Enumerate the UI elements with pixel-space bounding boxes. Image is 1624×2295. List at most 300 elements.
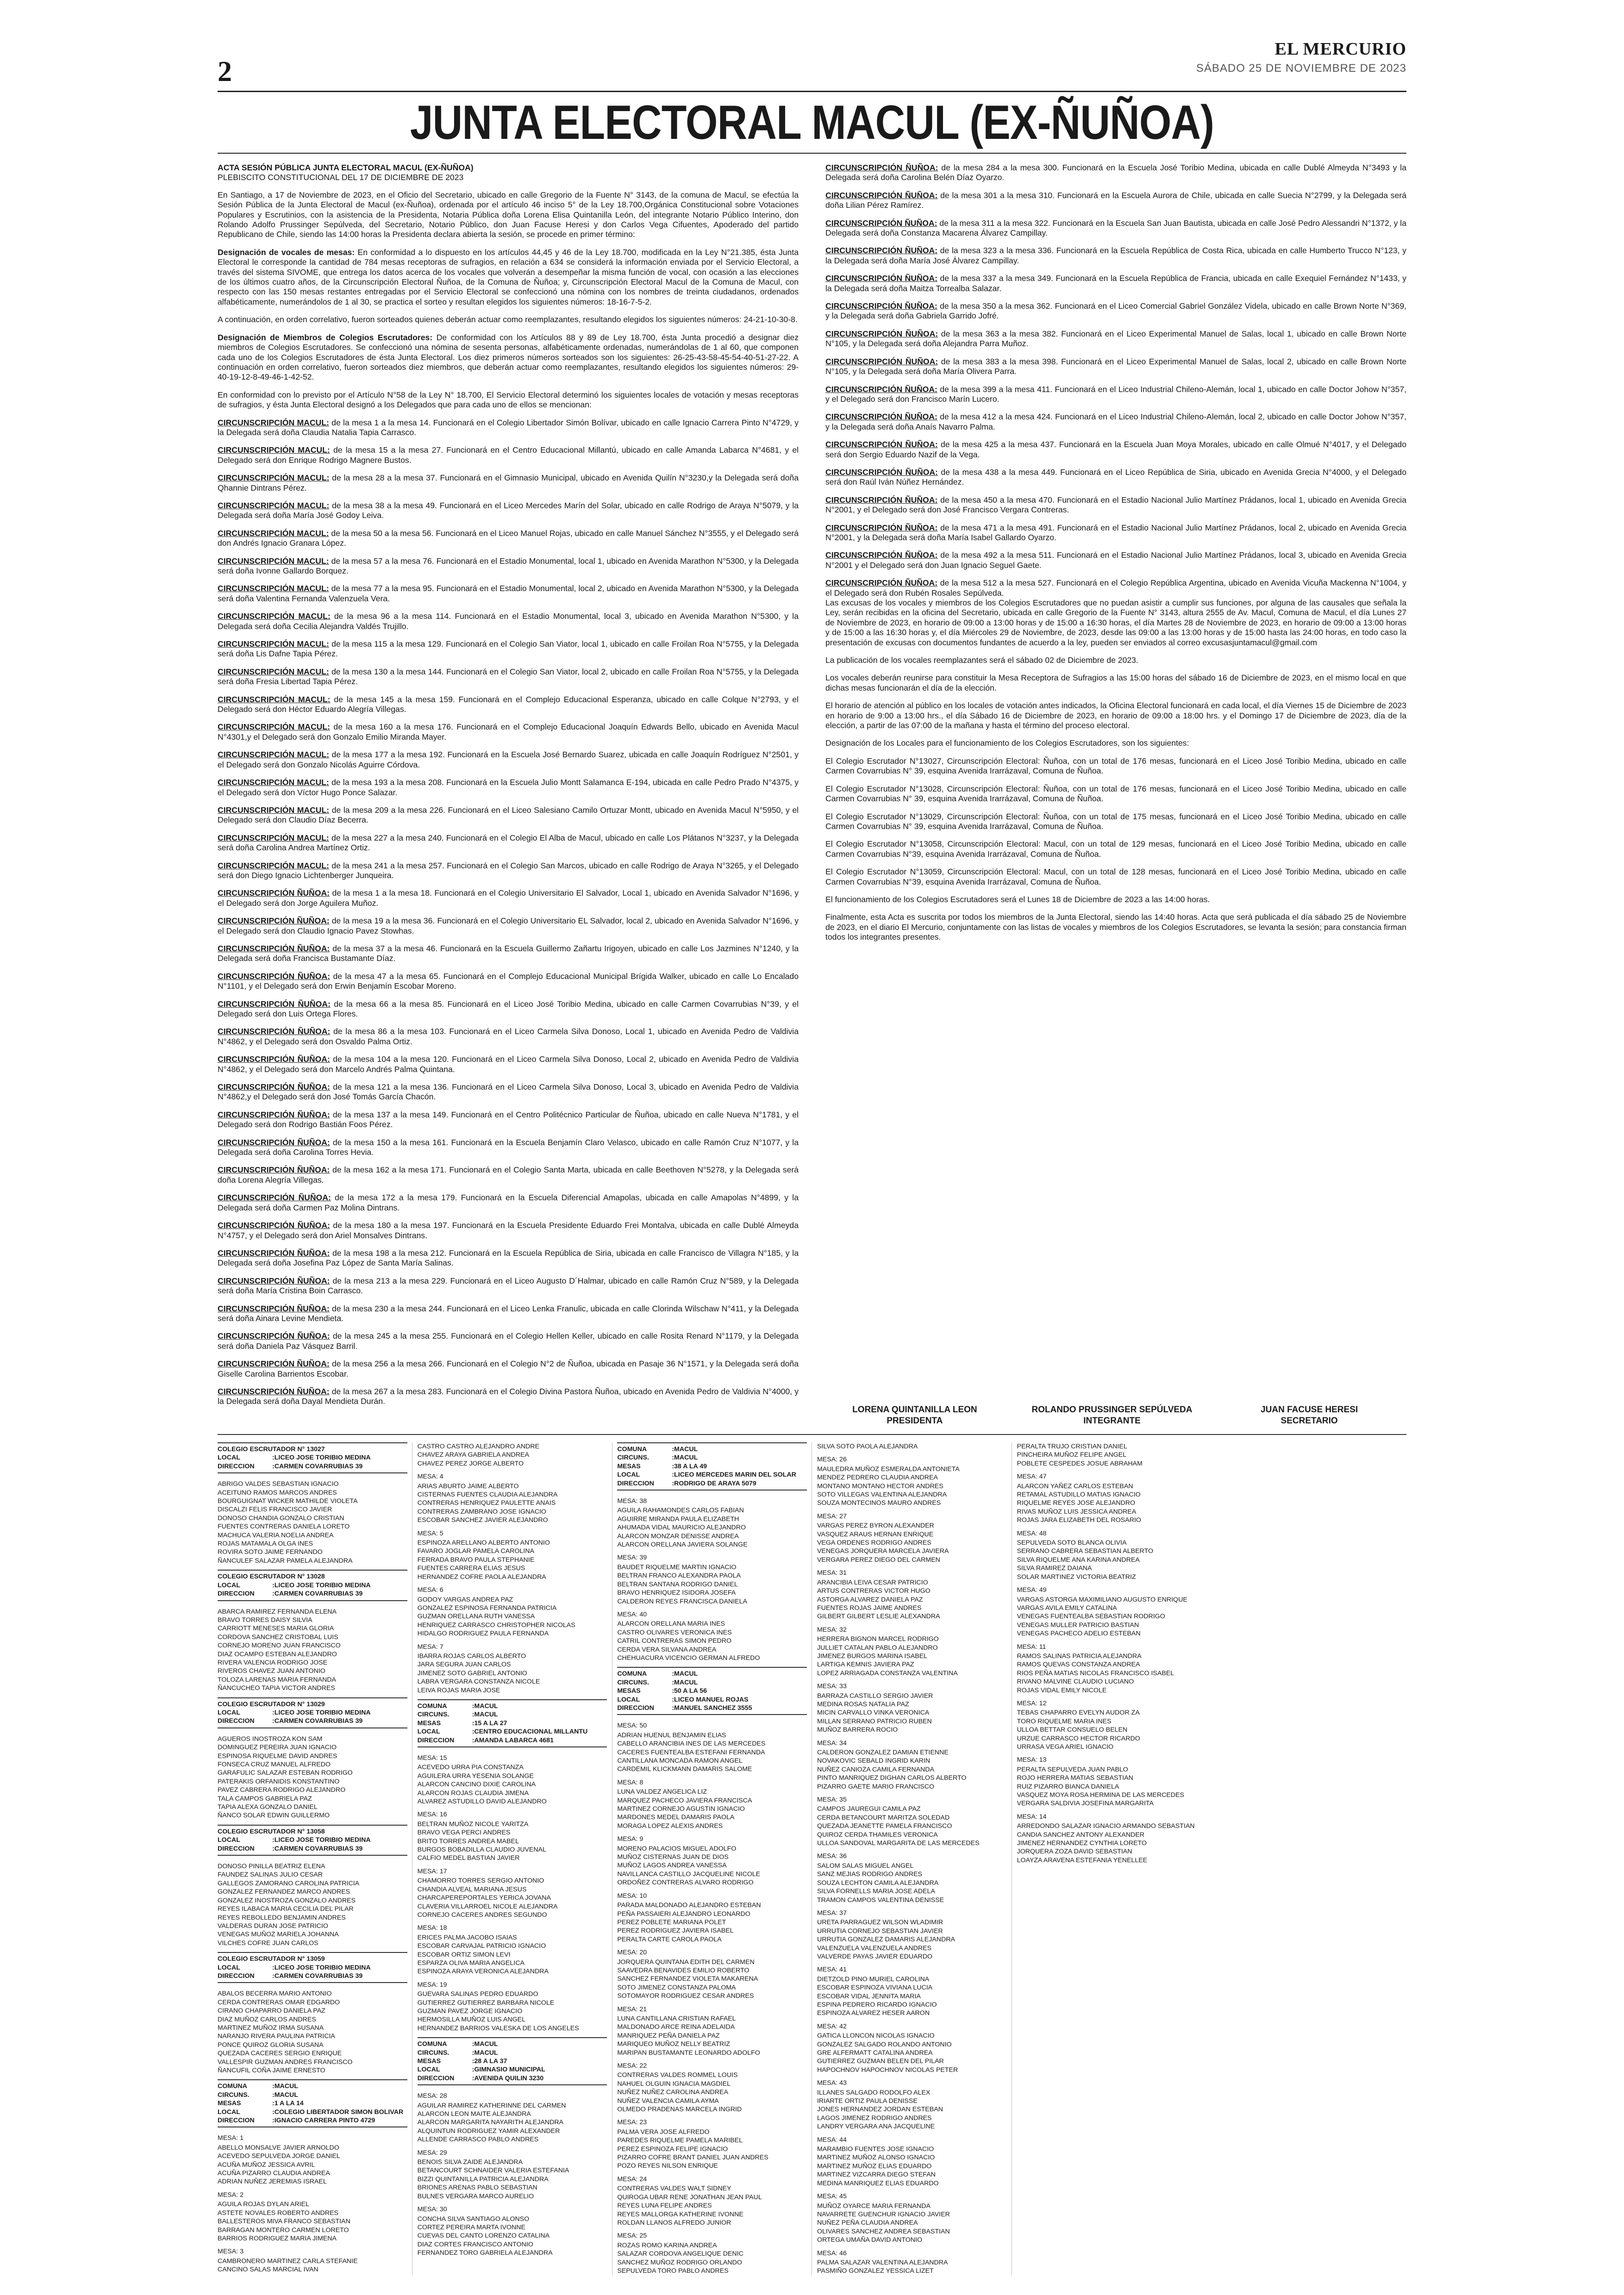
circunscripcion-text: de la mesa 130 a la mesa 144. Funcionará en el Colegio San Viator, local 2, ubicado en calle Froilan Roa N°5755, y la Delegada será doña Fresia Libertad Tapia Pérez. <box>218 667 799 686</box>
person-name: PEÑA PASSAIERI ALEJANDRO LEONARDO <box>617 1910 750 1918</box>
mesa-title: MESA: 17 <box>417 1867 447 1875</box>
person-name: GONZALEZ ESPINOSA FERNANDA PATRICIA <box>417 1604 557 1612</box>
person-name: JIMENEZ SOTO GABRIEL ANTONIO <box>417 1669 527 1677</box>
local-value: :LICEO MERCEDES MARIN DEL SOLAR <box>672 1471 796 1479</box>
person-name: SILVA FORNELLS MARIA JOSE ADELA <box>817 1888 935 1896</box>
person-name: REYES ILABACA MARIA CECILIA DEL PILAR <box>218 1905 354 1913</box>
circunscripcion-text: de la mesa 57 a la mesa 76. Funcionará en el Estadio Monumental, local 1, ubicado en Avenida Marathon N°5300, y la Delegada será doña Ivonne Gallardo Borquez. <box>218 556 799 575</box>
circunscripcion-label: CIRCUNSCRIPCIÓN ÑUÑOA: <box>218 1276 330 1285</box>
circunscripcion-text: de la mesa 1 a la mesa 14. Funcionará en el Colegio Libertador Simón Bolívar, ubicado en calle Ignacio Carrera Pinto N°4729, y la Delegada será doña Claudia Natalia Tapia Carrasco. <box>218 418 799 437</box>
person-name: VEGA ORDENES RODRIGO ANDRES <box>817 1539 931 1547</box>
person-name: NARANJO RIVERA PAULINA PATRICIA <box>218 2033 335 2040</box>
mesa-title: MESA: 24 <box>617 2175 647 2183</box>
signature-name: ROLANDO PRUSSINGER SEPÚLVEDA <box>1031 1405 1193 1415</box>
person-name: AGUEROS INOSTROZA KON SAM <box>218 1735 323 1743</box>
person-name: CHARCAPEREPORTALES YERICA JOVANA <box>417 1894 551 1902</box>
circunscripcion-text: de la mesa 47 a la mesa 65. Funcionará en el Complejo Educacional Municipal Brígida Walker, ubicado en calle Lo Encalado N°1101, y el Delegado será don Erwin Benjamín Escobar Moreno. <box>218 971 799 991</box>
person-name: MUÑOZ LAGOS ANDREA VANESSA <box>617 1862 727 1870</box>
local-value: :LICEO JOSE TORIBIO MEDINA <box>272 1454 371 1462</box>
names-list <box>1017 1765 1207 1808</box>
circunscripcion-text: de la mesa 160 a la mesa 176. Funcionará en el Complejo Educacional Joaquín Edwards Bello, ubicado en Avenida Macul N°4301,y el Delegado será don Gonzalo Emilio Miranda Mayer. <box>218 722 799 742</box>
person-name: NOVAKOVIC SEBALD INGRID KARIN <box>817 1757 931 1765</box>
person-name: LABRA VERGARA CONSTANZA NICOLE <box>417 1678 540 1686</box>
person-name: VERGARA PEREZ DIEGO DEL CARMEN <box>817 1556 940 1564</box>
local-row <box>617 1471 807 1479</box>
mesa-title: MESA: 7 <box>417 1643 443 1651</box>
person-name: FAVARO JOGLAR PAMELA CAROLINA <box>417 1547 534 1555</box>
person-name: DONOSO CHANDIA GONZALO CRISTIAN <box>218 1514 344 1522</box>
circunscripcion-label: CIRCUNSCRIPCIÓN MACUL: <box>218 500 330 510</box>
person-name: PERALTA CARTE CAROLA PAOLA <box>617 1935 722 1943</box>
person-name: BETANCOURT SCHNAIDER VALERIA ESTEFANIA <box>417 2167 569 2175</box>
names-list <box>418 2215 607 2258</box>
circunscripcion-text: de la mesa 363 a la mesa 382. Funcionará en el Liceo Experimental Manuel de Salas, local 1, ubicado en calle Brown Norte N°105, y la Delegada será doña Alejandra Parra Muñoz. <box>825 329 1406 349</box>
person-name: PINTO MANRIQUEZ DIGHAN CARLOS ALBERTO <box>817 1774 967 1782</box>
circunscripcion-label: CIRCUNSCRIPCIÓN MACUL: <box>218 611 331 621</box>
mesa-title: MESA: 10 <box>617 1892 647 1900</box>
names-list <box>817 1465 1007 1508</box>
direccion-value: :CARMEN COVARRUBIAS 39 <box>272 1590 363 1598</box>
circunscripcion-label: CIRCUNSCRIPCIÓN ÑUÑOA: <box>218 1386 330 1396</box>
person-name: VENEGAS FUENTEALBA SEBASTIAN RODRIGO <box>1017 1613 1165 1621</box>
circunscripcion-label: CIRCUNSCRIPCIÓN ÑUÑOA: <box>825 412 937 422</box>
circunscripcion-label: CIRCUNSCRIPCIÓN ÑUÑOA: <box>825 163 938 172</box>
mesas-key: MESAS <box>617 1462 641 1470</box>
person-name: VENEGAS MULLER PATRICIO BASTIAN <box>1017 1621 1139 1629</box>
person-name: PALMA VERA JOSE ALFREDO <box>617 2128 710 2136</box>
person-name: ÑANCUCHEO TAPIA VICTOR ANDRES <box>218 1684 335 1692</box>
circunscripcion-paragraph <box>218 695 799 715</box>
circunscripcion-text: de la mesa 177 a la mesa 192. Funcionará en la Escuela José Bernardo Suarez, ubicada en calle Joaquín Rodríguez N°2501, y el Delegado será don Gonzalo Nicolás Aguirre Córdova. <box>218 750 799 769</box>
person-name: MARIPAN BUSTAMANTE LEONARDO ADOLFO <box>617 2049 760 2057</box>
local-value: :LICEO MANUEL ROJAS <box>672 1696 749 1703</box>
circuns-value: :MACUL <box>272 2091 298 2099</box>
person-name: RIVEROS CHAVEZ JUAN ANTONIO <box>218 1667 325 1675</box>
names-list <box>617 2128 807 2170</box>
miembros-lead: Designación de Miembros de Colegios Escrutadores: <box>218 332 433 342</box>
person-name: GONZALEZ SALGADO ROLANDO ANTONIO <box>817 2040 952 2048</box>
person-name: HERNANDEZ BARRIOS VALESKA DE LOS ANGELES <box>417 2024 579 2032</box>
publication-date: SÁBADO 25 DE NOVIEMBRE DE 2023 <box>1196 62 1406 75</box>
circunscripcion-label: CIRCUNSCRIPCIÓN ÑUÑOA: <box>825 467 938 477</box>
person-name: RIVANO MALVINE CLAUDIO LUCIANO <box>1017 1678 1134 1686</box>
person-name: HERMOSILLA MUÑOZ LUIS ANGEL <box>417 2016 526 2024</box>
names-list <box>617 1731 807 1774</box>
circuns-value: :MACUL <box>672 1454 698 1462</box>
person-name: MARTINEZ VIZCARRA DIEGO STEFAN <box>817 2171 936 2179</box>
person-name: DIAZ MUÑOZ CARLOS ANDRES <box>218 2015 316 2023</box>
acta-title: ACTA SESIÓN PÚBLICA JUNTA ELECTORAL MACUL (EX-ÑUÑOA) <box>218 163 474 172</box>
person-name: RIVERA VALENCIA RODRIGO JOSE <box>218 1659 328 1666</box>
reemplazantes-paragraph: A continuación, en orden correlativo, fueron sorteados quienes deberán actuar como reemplazantes, resultando elegidos los siguientes números: 24-21-10-30-8. <box>218 315 798 324</box>
circunscripcion-label: CIRCUNSCRIPCIÓN ÑUÑOA: <box>218 1110 330 1119</box>
circunscripcion-paragraph <box>825 440 1406 460</box>
person-name: MICIN CARVALLO VINKA VERONICA <box>817 1709 930 1717</box>
person-name: PINCHEIRA MUÑOZ FELIPE ANGEL <box>1017 1451 1127 1459</box>
circunscripcion-paragraph <box>218 1359 799 1379</box>
colegio-name: COLEGIO ESCRUTADOR N° 13027 <box>218 1446 325 1453</box>
names-list <box>817 1692 1007 1734</box>
person-name: ACUÑA MUÑOZ JESSICA AVRIL <box>218 2161 315 2169</box>
person-name: CORNEJO CACERES ANDRES SEGUNDO <box>417 1911 547 1919</box>
circunscripcion-text: de la mesa 193 a la mesa 208. Funcionará en la Escuela Julio Montt Salamanca E-194, ubicada en calle Pedro Prado N°4375, y el Delegado será don Víctor Hugo Ponce Salazar. <box>218 778 799 797</box>
person-name: HAPOCHNOV HAPOCHNOV NICOLAS PETER <box>817 2066 958 2074</box>
circunscripcion-label: CIRCUNSCRIPCIÓN ÑUÑOA: <box>218 1331 330 1341</box>
circunscripcion-label: CIRCUNSCRIPCIÓN MACUL: <box>218 778 329 787</box>
signature-integrante <box>1015 1404 1209 1427</box>
mesa-title: MESA: 6 <box>417 1586 443 1594</box>
mesas-row <box>617 1687 807 1695</box>
person-name: HERNANDEZ COFRE PAOLA ALEJANDRA <box>417 1573 546 1581</box>
circunscripcion-paragraph <box>825 578 1406 598</box>
person-name: TOLOZA LARENAS MARIA FERNANDA <box>218 1676 336 1684</box>
names-list <box>218 1862 407 1947</box>
comuna-key: COMUNA <box>417 2040 447 2048</box>
names-list <box>418 1482 607 1525</box>
mesas-row <box>218 2099 407 2108</box>
signature-role: SECRETARIO <box>1280 1416 1338 1426</box>
person-name: FERNANDEZ TORO GABRIELA ALEJANDRA <box>417 2249 553 2257</box>
mesa-title: MESA: 40 <box>617 1610 647 1618</box>
circuns-row <box>418 2049 607 2057</box>
person-name: ADRIAN HUENUL BENJAMIN ELIAS <box>617 1731 726 1739</box>
mesa-title: MESA: 31 <box>817 1569 847 1577</box>
person-name: MORAGA LOPEZ ALEXIS ANDRES <box>617 1822 723 1830</box>
circunscripcion-label: CIRCUNSCRIPCIÓN ÑUÑOA: <box>218 916 330 926</box>
colegio-paragraph: El Colegio Escrutador N°13027, Circunscripción Electoral: Ñuñoa, con un total de 176 mesas, funcionará en el Liceo José Toribio Medina, ubicado en calle Carmen Covarrubias N° 39, esquina Avenida Irarrázaval, Comuna de Ñuñoa. <box>825 756 1406 776</box>
person-name: ALARCON ROJAS CLAUDIA JIMENA <box>417 1789 529 1797</box>
person-name: HERRERA BIGNON MARCEL RODRIGO <box>817 1635 939 1643</box>
direccion-row <box>218 1717 407 1725</box>
circunscripcion-paragraph <box>218 1193 799 1213</box>
circunscripcion-paragraph <box>825 523 1406 543</box>
local-row <box>218 1453 407 1462</box>
person-name: LUNA VALDEZ ANGELICA LIZ <box>617 1788 707 1796</box>
person-name: SILVA SOTO PAOLA ALEJANDRA <box>817 1443 918 1450</box>
mesas-row <box>418 2057 607 2065</box>
circunscripcion-paragraph <box>825 412 1406 432</box>
person-name: ABRIGO VALDES SEBASTIAN IGNACIO <box>218 1480 339 1488</box>
person-name: PERALTA SEPULVEDA JUAN PABLO <box>1017 1765 1128 1773</box>
mesa-title: MESA: 11 <box>1017 1643 1046 1651</box>
person-name: VARGAS AVILA EMILY CATALINA <box>1017 1604 1117 1612</box>
local-row <box>617 1696 807 1704</box>
circunscripcion-text: de la mesa 86 a la mesa 103. Funcionará en el Liceo Carmela Silva Donoso, Local 1, ubicado en Avenida Pedro de Valdivia N°4862, y el Delegado será don Osvaldo Palma Ortiz. <box>218 1027 799 1046</box>
names-list <box>817 1975 1007 2018</box>
person-name: CARDEMIL KLICKMANN DAMARIS SALOME <box>617 1765 752 1773</box>
person-name: BAUDET RIQUELME MARTIN IGNACIO <box>617 1563 737 1571</box>
circuns-value: :MACUL <box>472 1711 498 1719</box>
circunscripcion-paragraph <box>218 1027 799 1047</box>
colegio-escrutador-header <box>218 1825 407 1856</box>
circunscripcion-text: de la mesa 245 a la mesa 255. Funcionará en el Colegio Hellen Keller, ubicado en calle Rosita Renard N°1179, y la Delegada será doña Daniela Paz Vásquez Barril. <box>218 1331 799 1351</box>
circuns-key: CIRCUNS. <box>617 1678 649 1686</box>
person-name: RUIZ PIZARRO BIANCA DANIELA <box>1017 1783 1119 1790</box>
direccion-key: DIRECCION <box>617 1704 654 1712</box>
mesa-title: MESA: 47 <box>1017 1473 1047 1481</box>
local-value: :LICEO JOSE TORIBIO MEDINA <box>272 1709 371 1716</box>
circunscripcion-paragraph <box>218 418 799 438</box>
circunscripcion-text: de la mesa 471 a la mesa 491. Funcionará en el Estadio Nacional Julio Martínez Prádanos, local 2, ubicado en Avenida Grecia N°2001, y la Delegada será doña María Isabel Gallardo Oyarzo. <box>825 523 1406 542</box>
direccion-value: :CARMEN COVARRUBIAS 39 <box>272 1845 363 1852</box>
person-name: SAAVEDRA BENAVIDES EMILIO ROBERTO <box>617 1966 750 1974</box>
person-name: CORDOVA SANCHEZ CRISTOBAL LUIS <box>218 1633 338 1641</box>
person-name: MACHUCA VALERIA NOELIA ANDREA <box>218 1531 334 1539</box>
circunscripcion-label: CIRCUNSCRIPCIÓN MACUL: <box>218 833 329 842</box>
circunscripcion-paragraph <box>218 750 799 770</box>
cierre-paragraph: Finalmente, esta Acta es suscrita por todos los miembros de la Junta Electoral, siendo las 14:40 horas. Acta que será publicada el día sábado 25 de Noviembre de 2023, en el diario El Mercurio, conjuntamente con las listas de vocales y miembros de los Colegios Escrutadores, se levanta la sesión; para constancia firman todos los integrantes presentes. <box>825 912 1406 942</box>
direccion-key: DIRECCION <box>218 1590 255 1598</box>
comuna-key: COMUNA <box>417 1702 447 1710</box>
circunscripcion-paragraph <box>218 1331 799 1351</box>
circunscripcion-text: de la mesa 172 a la mesa 179. Funcionará en la Escuela Diferencial Amapolas, ubicada en calle Amapolas N°4899, y la Delegada será doña Carmen Paz Molina Dintrans. <box>218 1193 799 1212</box>
local-value: :LICEO JOSE TORIBIO MEDINA <box>272 1964 371 1971</box>
person-name: ESPINOZA ARAYA VERONICA ALEJANDRA <box>417 1968 549 1976</box>
circunscripcion-label: CIRCUNSCRIPCIÓN ÑUÑOA: <box>218 971 330 981</box>
person-name: IBARRA ROJAS CARLOS ALBERTO <box>417 1652 526 1660</box>
person-name: ARANCIBIA LEIVA CESAR PATRICIO <box>817 1578 928 1586</box>
circunscripcion-label: CIRCUNSCRIPCIÓN MACUL: <box>218 473 330 483</box>
direccion-key: DIRECCION <box>218 2117 255 2125</box>
person-name: ROJAS MATAMALA OLGA INES <box>218 1540 313 1548</box>
person-name: RIOS PEÑA MATIAS NICOLAS FRANCISCO ISABEL <box>1017 1669 1174 1677</box>
circunscripcion-paragraph <box>218 1082 799 1102</box>
person-name: QUEZADA JEANETTE PAMELA FRANCISCO <box>817 1822 952 1830</box>
page-headline: JUNTA ELECTORAL MACUL (EX-ÑUÑOA) <box>410 96 1214 150</box>
person-name: ARTUS CONTRERAS VICTOR HUGO <box>817 1587 931 1595</box>
names-list <box>218 2200 407 2243</box>
names-list <box>817 2032 1007 2074</box>
signature-role: PRESIDENTA <box>887 1416 943 1426</box>
mesa-title: MESA: 41 <box>817 1966 847 1974</box>
colegio-escrutador-header <box>218 1442 407 1473</box>
circunscripcion-paragraph <box>218 1221 799 1241</box>
person-name: ALARCON YAÑEZ CARLOS ESTEBAN <box>1017 1482 1133 1490</box>
person-name: CATRIL CONTRERAS SIMON PEDRO <box>617 1637 732 1645</box>
circunscripcion-label: CIRCUNSCRIPCIÓN ÑUÑOA: <box>218 1137 330 1147</box>
person-name: NAVARRETE GUENCHUR IGNACIO JAVIER <box>817 2210 950 2218</box>
circunscripcion-text: de la mesa 66 a la mesa 85. Funcionará en el Liceo José Toribio Medina, ubicado en calle Carmen Covarrubias N°39, y el Delegado será don Luis Ortega Flores. <box>218 999 799 1018</box>
person-name: MARAMBIO FUENTES JOSE IGNACIO <box>817 2145 934 2153</box>
person-name: VERGARA SALDIVIA JOSEFINA MARGARITA <box>1017 1800 1154 1808</box>
circunscripcion-paragraph <box>218 1054 799 1074</box>
person-name: SALAZAR CORDOVA ANGELIQUE DENIC <box>617 2250 743 2258</box>
person-name: LUNA CANTILLANA CRISTIAN RAFAEL <box>617 2014 736 2022</box>
local-row <box>218 1964 407 1972</box>
person-name: CANCINO SALAS MARCIAL IVAN <box>218 2266 319 2274</box>
person-name: ACEITUNO RAMOS MARCOS ANDRES <box>218 1489 337 1497</box>
person-name: CONCHA SILVA SANTIAGO ALONSO <box>417 2215 530 2223</box>
mesa-title: MESA: 25 <box>617 2232 647 2240</box>
person-name: CORTEZ PEREIRA MARTA IVONNE <box>417 2223 526 2231</box>
circunscripcion-paragraph <box>218 833 799 853</box>
circunscripcion-label: CIRCUNSCRIPCIÓN MACUL: <box>218 445 330 455</box>
person-name: FUENTES ROJAS JAIME ANDRES <box>817 1604 922 1612</box>
names-list <box>617 2014 807 2057</box>
local-value: :CENTRO EDUCACIONAL MILLANTU <box>472 1728 588 1736</box>
direccion-value: :AVENIDA QUILIN 3230 <box>472 2074 544 2082</box>
person-name: SOTO JIMENEZ CONSTANZA PALOMA <box>617 1983 736 1991</box>
person-name: REYES MALLORGA KATHERINE IVONNE <box>617 2210 743 2218</box>
person-name: BOURGUIGNAT WICKER MATHILDE VIOLETA <box>218 1497 358 1505</box>
person-name: MORENO PALACIOS MIGUEL ADOLFO <box>617 1845 737 1852</box>
circunscripcion-paragraph <box>218 805 799 825</box>
mesa-title: MESA: 15 <box>417 1754 447 1762</box>
direccion-row <box>218 1590 407 1598</box>
person-name: AHUMADA VIDAL MAURICIO ALEJANDRO <box>617 1524 746 1532</box>
direccion-row <box>218 1845 407 1853</box>
comuna-row <box>218 2082 407 2090</box>
circunscripcion-label: CIRCUNSCRIPCIÓN MACUL: <box>218 528 329 538</box>
person-name: OLMEDO PRADENAS MARCELA INGRID <box>617 2106 742 2114</box>
person-name: URRUTIA GONZALEZ DAMARIS ALEJANDRA <box>817 1936 955 1944</box>
local-votacion-header <box>218 2079 407 2127</box>
person-name: TAPIA ALEXA GONZALO DANIEL <box>218 1803 318 1811</box>
person-name: BURGOS BOBADILLA CLAUDIO JUVENAL <box>417 1846 546 1854</box>
person-name: BRAVO TORRES DAISY SILVIA <box>218 1616 312 1624</box>
names-list <box>418 1933 607 1976</box>
names-list <box>418 1763 607 1806</box>
circunscripcion-text: de la mesa 1 a la mesa 18. Funcionará en el Colegio Universitario El Salvador, Local 1, ubicado en Avenida Salvador N°1696, y el Delegado será don Jorge Aguilera Muñoz. <box>218 888 799 908</box>
person-name: GUTIERREZ GUTIERREZ BARBARA NICOLE <box>417 1999 555 2007</box>
person-name: SEPULVEDA SOTO BLANCA OLIVIA <box>1017 1539 1127 1547</box>
circunscripcion-text: de la mesa 162 a la mesa 171. Funcionará en el Colegio Santa Marta, ubicada en calle Beethoven N°5278, y la Delegada será doña Lorena Alegría Villegas. <box>218 1165 799 1185</box>
person-name: HIDALGO RODRIGUEZ PAULA FERNANDA <box>417 1630 549 1638</box>
reunion-paragraph: Los vocales deberán reunirse para constituir la Mesa Receptora de Sufragios a las 15:00 horas del sábado 16 de Diciembre de 2023, en el mismo local en que dichas mesas funcionarán el día de la elección. <box>825 673 1406 692</box>
person-name: SALOM SALAS MIGUEL ANGEL <box>817 1862 914 1870</box>
circuns-key: CIRCUNS. <box>617 1454 649 1462</box>
person-name: MALDONADO ARCE REINA ADELAIDA <box>617 2023 735 2031</box>
person-name: CHAVEZ ARAYA GABRIELA ANDREA <box>417 1451 529 1459</box>
person-name: NAHUEL OLGUIN IGNACIA MAGDIEL <box>617 2080 731 2088</box>
person-name: PEREZ ESPINOZA FELIPE IGNACIO <box>617 2145 728 2153</box>
circunscripcion-paragraph <box>825 274 1406 293</box>
person-name: CALDERON REYES FRANCISCA DANIELA <box>617 1597 747 1605</box>
circunscripcion-label: CIRCUNSCRIPCIÓN ÑUÑOA: <box>825 190 938 200</box>
local-row <box>218 2108 407 2116</box>
mesas-value: :28 A LA 37 <box>472 2058 507 2065</box>
acta-article <box>218 163 1406 1422</box>
mesa-title: MESA: 36 <box>817 1852 847 1860</box>
direccion-value: :CARMEN COVARRUBIAS 39 <box>272 1462 363 1470</box>
names-list <box>1017 1539 1207 1581</box>
circunscripcion-text: de la mesa 104 a la mesa 120. Funcionará en el Liceo Carmela Silva Donoso, Local 2, ubicado en Avenida Pedro de Valdivia N°4862, y el Delegado será don Marcelo Andrés Palma Quintana. <box>218 1054 799 1074</box>
mesa-title: MESA: 2 <box>218 2191 244 2199</box>
person-name: CHAMORRO TORRES SERGIO ANTONIO <box>417 1877 544 1885</box>
person-name: BALLESTEROS MIVA FRANCO SEBASTIAN <box>218 2218 350 2226</box>
names-list <box>817 1522 1007 1564</box>
person-name: SERRANO CABRERA SEBASTIAN ALBERTO <box>1017 1547 1153 1555</box>
person-name: BRAVO HENRIQUEZ ISIDORA JOSEFA <box>617 1589 736 1597</box>
mesa-title: MESA: 8 <box>617 1778 643 1786</box>
person-name: PALMA SALAZAR VALENTINA ALEJANDRA <box>817 2258 948 2266</box>
funcionamiento-paragraph: El funcionamiento de los Colegios Escrutadores será el Lunes 18 de Diciembre de 2023 a las 14:00 horas. <box>825 894 1210 904</box>
locales-intro: En conformidad con lo previsto por el Artículo N°58 de la Ley N° 18.700, El Servicio Electoral determinó los siguientes locales de votación y mesas receptoras de sufragios, y ésta Junta Electoral designó a los Delegados que para cada uno de ellos se mencionan: <box>218 390 799 410</box>
circunscripcion-text: de la mesa 145 a la mesa 159. Funcionará en el Complejo Educacional Esperanza, ubicado en calle Colque N°2793, y el Delegado será don Héctor Eduardo Alegría Villegas. <box>218 694 799 714</box>
circuns-row <box>617 1453 807 1462</box>
person-name: BRIONES ARENAS PABLO SEBASTIAN <box>417 2184 537 2192</box>
person-name: BELTRAN SANTANA RODRIGO DANIEL <box>617 1580 738 1588</box>
person-name: VALVERDE PAYAS JAVIER EDUARDO <box>817 1952 933 1960</box>
circunscripcion-paragraph <box>825 191 1406 211</box>
person-name: AGUILERA URRA YESENIA SOLANGE <box>417 1772 534 1780</box>
mesa-title: MESA: 28 <box>417 2092 447 2100</box>
person-name: POBLETE CESPEDES JOSUE ABRAHAM <box>1017 1459 1143 1467</box>
mesa-title: MESA: 45 <box>817 2193 847 2201</box>
direccion-value: :IGNACIO CARRERA PINTO 4729 <box>272 2117 375 2125</box>
mesa-title: MESA: 48 <box>1017 1529 1047 1537</box>
local-value: :LICEO JOSE TORIBIO MEDINA <box>272 1581 371 1589</box>
circunscripcion-label: CIRCUNSCRIPCIÓN ÑUÑOA: <box>218 1303 330 1313</box>
person-name: CASTRO OLIVARES VERONICA INES <box>617 1628 732 1636</box>
person-name: JIMENEZ HERNANDEZ CYNTHIA LORETO <box>1017 1840 1147 1847</box>
circunscripcion-text: de la mesa 492 a la mesa 511. Funcionará en el Estadio Nacional Julio Martínez Prádanos, local 3, ubicado en Avenida Grecia N°2001 y el Delegado será don Juan Ignacio Seguel Gaete. <box>825 550 1406 570</box>
circunscripcion-paragraph <box>218 639 799 659</box>
person-name: ESPARZA OLIVA MARIA ANGELICA <box>417 1959 525 1967</box>
person-name: JULLIET CATALAN PABLO ALEJANDRO <box>817 1644 938 1652</box>
circunscripcion-text: de la mesa 213 a la mesa 229. Funcionará en el Liceo Augusto D´Halmar, ubicado en calle Ramón Cruz N°589, y la Delegada será doña María Cristina Boin Carrasco. <box>218 1276 799 1296</box>
person-name: ROVIRA SOTO JAIME FERNANDO <box>218 1548 323 1556</box>
comuna-value: :MACUL <box>672 1670 698 1678</box>
mesa-title: MESA: 50 <box>617 1722 647 1730</box>
person-name: MILLAN SERRANO PATRICIO RUBEN <box>817 1717 932 1725</box>
mesas-value: :38 A LA 49 <box>672 1462 707 1470</box>
person-name: OLIVARES SANCHEZ ANDREA SEBASTIAN <box>817 2227 950 2235</box>
names-list <box>617 1901 807 1944</box>
circunscripcion-paragraph <box>218 778 799 798</box>
direccion-key: DIRECCION <box>617 1479 654 1487</box>
person-name: AGUILA ROJAS DYLAN ARIEL <box>218 2201 309 2208</box>
person-name: DIAZ CORTES FRANCISCO ANTONIO <box>417 2240 533 2248</box>
mesa-title: MESA: 34 <box>817 1739 847 1747</box>
direccion-key: DIRECCION <box>218 1717 255 1725</box>
horario-paragraph: El horario de atención al público en los locales de votación antes indicados, la Oficina Electoral funcionará en cada local, el día Viernes 15 de Diciembre de 2023 en horario de 9:00 a 13:00 hrs., el día Sábado 16 de Diciembre de 2023, en horario de 09:00 a 18:00 hrs. y el Domingo 17 de Diciembre de 2023, día de la elección, a partir de las 07:00 de la mañana y hasta el término del proceso electoral. <box>825 701 1406 730</box>
person-name: LOAYZA ARAVENA ESTEFANIA YENELLEE <box>1017 1856 1148 1864</box>
person-name: TORO RIQUELME MARIA INES <box>1017 1717 1112 1725</box>
mesa-title: MESA: 23 <box>617 2119 647 2127</box>
circunscripcion-label: CIRCUNSCRIPCIÓN ÑUÑOA: <box>218 1221 330 1230</box>
vocales-text: En conformidad a lo dispuesto en los artículos 44,45 y 46 de la Ley 18.700, modificada en la Ley N°21.385, ésta Junta Electoral le corresponde la cantidad de 784 mesas receptoras de sufragios, en relación a 634 se considerá la información enviada por el Servicio Electoral, a través del sistema SIVOME, que entrega los datos acerca de los vocales que volverán a desempeñar la misma función de vocal, con ocasión a las elecciones de los últimos cuatro años, de la Circunscripción Electoral Ñuñoa, de la Comuna de Ñuñoa; y, Circunscripción Electoral Macul de la Comuna de Macul, con respecto con las 150 mesas restantes entregadas por el Servicio Electoral se confeccionó una nómina con los nombres de treinta ciudadanos, ordenados alfabéticamente, numerándolos de 1 al 30, se practica el sorteo y resultan elegidos los siguientes números: 18-16-7-5-2. <box>218 247 799 306</box>
mesas-row <box>617 1462 807 1471</box>
circunscripcion-paragraph <box>825 495 1406 515</box>
newspaper-name: EL MERCURIO <box>1274 39 1406 59</box>
mesa-title: MESA: 3 <box>218 2248 244 2256</box>
person-name: CHANDIA ALVEAL MARIANA JESUS <box>417 1885 527 1893</box>
circunscripcion-paragraph <box>218 445 799 465</box>
person-name: CASTRO CASTRO ALEJANDRO ANDRE <box>417 1443 539 1450</box>
comuna-key: COMUNA <box>617 1670 647 1678</box>
names-list <box>817 1805 1007 1847</box>
person-name: CHAVEZ PEREZ JORGE ALBERTO <box>417 1459 524 1467</box>
circunscripcion-label: CIRCUNSCRIPCIÓN ÑUÑOA: <box>825 578 938 588</box>
mesa-title: MESA: 16 <box>417 1811 447 1819</box>
person-name: CALDERON GONZALEZ DAMIAN ETIENNE <box>817 1749 949 1756</box>
circunscripcion-text: de la mesa 301 a la mesa 310. Funcionará en la Escuela Aurora de Chile, ubicada en calle Suecia N°2799, y la Delegada será doña Lilian Pérez Ramírez. <box>825 190 1406 210</box>
signature-role: INTEGRANTE <box>1083 1416 1141 1426</box>
mesa-title: MESA: 46 <box>817 2249 847 2257</box>
circunscripcion-text: de la mesa 350 a la mesa 362. Funcionará en el Liceo Comercial Gabriel González Videla, ubicado en calle Brown Norte N°369, y la Delegada será doña Gabriela Garrido Jofré. <box>825 301 1407 321</box>
circunscripcion-paragraph <box>825 163 1406 183</box>
circunscripcion-paragraph <box>218 972 799 992</box>
names-list <box>418 1596 607 1638</box>
person-name: AGUILAR RAMIREZ KATHERINNE DEL CARMEN <box>417 2102 566 2109</box>
names-list <box>218 1989 407 2075</box>
person-name: VALLESPIR GUZMAN ANDRES FRANCISCO <box>218 2058 353 2066</box>
colegio-name: COLEGIO ESCRUTADOR N° 13029 <box>218 1700 325 1708</box>
circunscripcion-text: de la mesa 150 a la mesa 161. Funcionará en la Escuela Benjamín Claro Velasco, ubicado en calle Ramón Cruz N°1077, y la Delegada será doña Carolina Torres Hevia. <box>218 1137 799 1157</box>
listings-rule <box>218 1434 1406 1435</box>
circunscripcion-label: CIRCUNSCRIPCIÓN ÑUÑOA: <box>825 329 938 338</box>
